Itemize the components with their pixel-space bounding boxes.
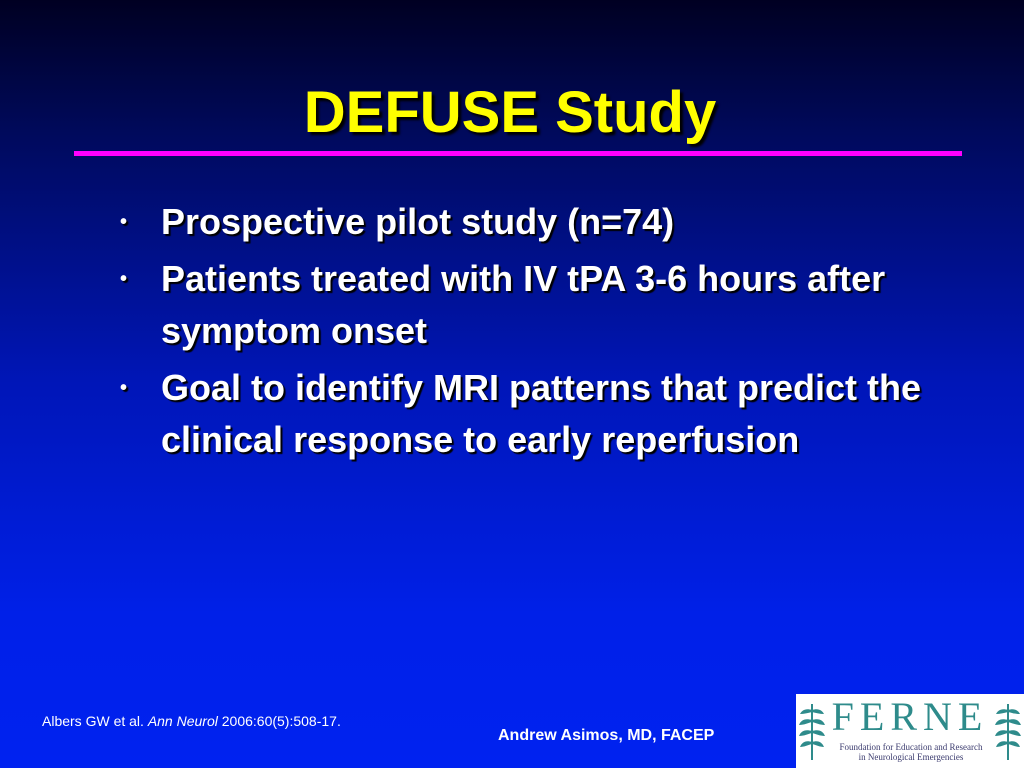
bullet-marker: • <box>120 211 128 233</box>
presenter-name: Andrew Asimos, MD, FACEP <box>498 727 715 744</box>
bullet-list <box>120 196 980 471</box>
bullet-item <box>120 196 980 248</box>
slide-title <box>0 78 1024 148</box>
logo-name: FERNE <box>831 694 989 739</box>
bullet-item <box>120 362 980 466</box>
logo-subtitle-line1: Foundation for Education and Research <box>839 742 983 752</box>
logo-subtitle-line2: in Neurological Emergencies <box>858 752 964 762</box>
bullet-marker: • <box>120 268 128 290</box>
bullet-text: Goal to identify MRI patterns that predict the clinical response to early reperfusion <box>161 367 922 460</box>
bullet-item <box>120 253 980 357</box>
citation-authors: Albers GW et al. <box>42 713 148 729</box>
bullet-text: Patients treated with IV tPA 3-6 hours after symptom onset <box>161 258 886 351</box>
bullet-marker: • <box>120 377 128 399</box>
ferne-logo <box>796 694 1024 768</box>
bullet-text: Prospective pilot study (n=74) <box>161 201 675 242</box>
citation <box>42 712 341 730</box>
logo-subtitle <box>826 742 996 762</box>
fern-leaf-icon <box>798 700 826 762</box>
title-divider <box>74 151 962 156</box>
citation-details: 2006:60(5):508-17. <box>217 713 341 729</box>
citation-journal: Ann Neurol <box>147 713 218 729</box>
slide-title-text: DEFUSE Study <box>303 80 717 145</box>
fern-leaf-icon <box>994 700 1022 762</box>
